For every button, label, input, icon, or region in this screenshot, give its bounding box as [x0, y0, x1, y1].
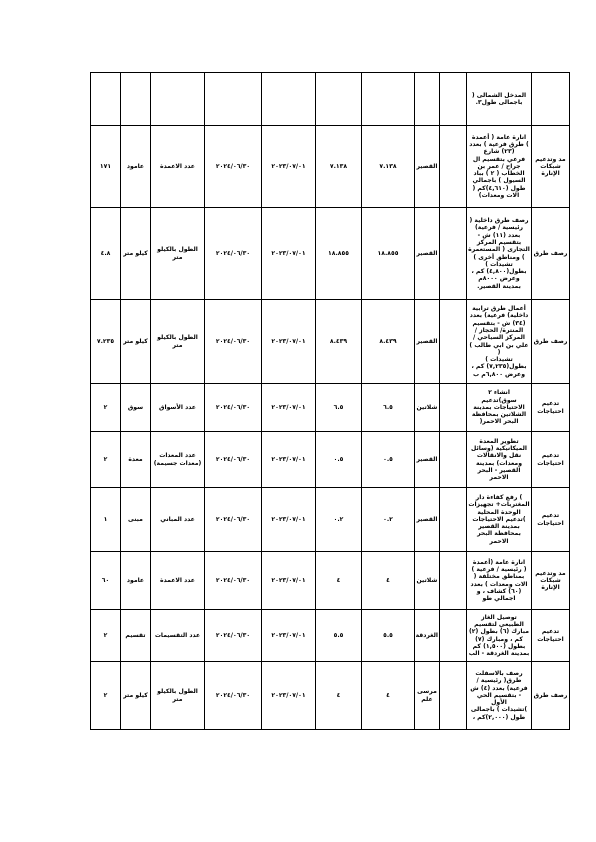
quantity-cell: ٢	[91, 662, 121, 730]
description-line: طول (٤,٦١٠)كم (	[472, 184, 526, 192]
end-date-cell: ٢٠٢٤/٠٦/٣٠	[205, 384, 262, 432]
indicator-cell: عدد الأسواق	[151, 384, 205, 432]
description-line: بطول(٤,٨٠٠) كم ،	[471, 268, 527, 276]
city-cell: القصير	[415, 126, 440, 208]
description-line: المغتربات+ تجهيزات	[468, 501, 530, 509]
annual-cost-cell: ٧.١٣٨	[316, 126, 362, 208]
description-line: رصف طرق داخلية (	[469, 217, 529, 225]
end-date-cell: ٢٠٢٤/٠٦/٣٠	[205, 126, 262, 208]
table-row	[91, 300, 570, 384]
description-line: تطوير المعدة	[479, 437, 519, 445]
city-cell: مرسى علم	[415, 662, 440, 730]
description-line: السيول ) باجمالي	[472, 177, 526, 185]
annual-cost-cell: ٠.٢	[316, 488, 362, 552]
indicator-cell: الطول بالكيلو متر	[151, 208, 205, 300]
start-date-cell: ٢٠٢٣/٠٧/٠١	[262, 488, 316, 552]
category-cell: مد وتدعيم شبكات الإنارة	[532, 126, 570, 208]
unit-cell	[121, 73, 151, 126]
project-description-cell	[467, 552, 532, 610]
end-date-cell	[205, 73, 262, 126]
empty-cell	[440, 662, 467, 730]
start-date-cell: ٢٠٢٣/٠٧/٠١	[262, 384, 316, 432]
description-line: التجارى ( المستعمرة	[468, 246, 530, 254]
table-row	[91, 384, 570, 432]
city-cell: الغردقة	[415, 610, 440, 662]
description-line: بطول (١,٥٠٠) كم	[472, 642, 526, 650]
description-line: ) ومناطق أخرى )	[473, 253, 525, 261]
project-description-cell	[467, 432, 532, 488]
end-date-cell: ٢٠٢٤/٠٦/٣٠	[205, 208, 262, 300]
total-cost-cell: ٤	[362, 552, 415, 610]
start-date-cell: ٢٠٢٣/٠٧/٠١	[262, 208, 316, 300]
description-line: توصيل الغاز	[481, 613, 517, 621]
description-line: بمدينة الغردقة - الب	[468, 650, 530, 658]
description-line: رصف بالاسفلت	[475, 669, 523, 677]
annual-cost-cell: ٦.٥	[316, 384, 362, 432]
total-cost-cell	[362, 73, 415, 126]
project-description-cell	[467, 384, 532, 432]
description-line: أعمال طرق ترابية	[472, 305, 526, 313]
quantity-cell: ١	[91, 488, 121, 552]
description-line: داخلية) فرعية) بعدد	[469, 312, 529, 320]
description-line: الميكانيكية (وسائل	[471, 444, 527, 452]
table-row	[91, 432, 570, 488]
description-line: ( رئيسية / فرعية )	[471, 565, 527, 573]
description-line: كم ، ومبارك (٧)	[475, 635, 523, 643]
project-description-cell	[467, 488, 532, 552]
description-line: بعدد (١١) ش -	[477, 231, 521, 239]
table-row	[91, 488, 570, 552]
description-line: بمحافظة البحر	[477, 530, 521, 538]
quantity-cell: ٢	[91, 384, 121, 432]
empty-cell	[440, 384, 467, 432]
empty-cell	[440, 300, 467, 384]
annual-cost-cell: ٥.٥	[316, 610, 362, 662]
unit-cell: عامود	[121, 126, 151, 208]
description-line: طول (٢,٠٠٠)كم ،	[472, 713, 526, 721]
end-date-cell: ٢٠٢٤/٠٦/٣٠	[205, 610, 262, 662]
description-line: اجمالي طو	[482, 595, 516, 603]
category-cell: رصف طرق	[532, 208, 570, 300]
description-line: الخطاب ( ٢ ) بباد	[473, 170, 525, 178]
indicator-cell: عدد المعدات (معدات جسيمة)	[151, 432, 205, 488]
description-line: الطبيعي لتقسيم	[474, 620, 524, 628]
description-line: (٣٤) ش - بتقسيم	[472, 319, 526, 327]
city-cell: القصير	[415, 300, 440, 384]
description-line: الاحتياجات بمدينة	[473, 403, 525, 411]
empty-cell	[440, 126, 467, 208]
description-line: انشاء ٢	[488, 389, 510, 397]
quantity-cell: ٢	[91, 610, 121, 662]
description-line: انارة عامة (أعمدة	[472, 558, 526, 566]
empty-cell	[440, 610, 467, 662]
description-line: ) طرق فرعية ) بعدد	[469, 140, 529, 148]
description-line: الات ومعدات ) بعدد	[470, 580, 528, 588]
category-cell: رصف طرق	[532, 300, 570, 384]
description-line: ) رفع كفاءة دار	[475, 493, 523, 501]
description-line: الاحمر	[489, 537, 509, 545]
project-description-cell	[467, 73, 532, 126]
total-cost-cell: ٠.٥	[362, 432, 415, 488]
end-date-cell: ٢٠٢٤/٠٦/٣٠	[205, 488, 262, 552]
annual-cost-cell: ٨.٤٣٩	[316, 300, 362, 384]
unit-cell: كيلو متر	[121, 300, 151, 384]
start-date-cell: ٢٠٢٣/٠٧/٠١	[262, 662, 316, 730]
description-line: (٦٠) كشاف ، و	[476, 587, 522, 595]
description-line: بمناطق مختلفة (	[473, 573, 525, 581]
indicator-cell: عدد الاعمدة	[151, 126, 205, 208]
indicator-cell: عدد التقسيمات	[151, 610, 205, 662]
description-line: مبارك (٦) بطول (٢)	[469, 628, 529, 636]
start-date-cell: ٢٠٢٣/٠٧/٠١	[262, 552, 316, 610]
description-line: البحر الاحمر(	[479, 418, 519, 426]
total-cost-cell: ٠.٢	[362, 488, 415, 552]
description-line: )تدعيم الاحتياجات	[472, 515, 526, 523]
project-description-cell	[467, 208, 532, 300]
annual-cost-cell: ١٨.٨٥٥	[316, 208, 362, 300]
table-row	[91, 552, 570, 610]
unit-cell: عامود	[121, 552, 151, 610]
category-cell: تدعيم احتياجات	[532, 432, 570, 488]
category-cell: تدعيم احتياجات	[532, 488, 570, 552]
quantity-cell: ٦٠	[91, 552, 121, 610]
description-line: الاحمر	[489, 474, 509, 482]
description-line: باجمالى طول٣.	[475, 99, 523, 106]
projects-table	[90, 72, 570, 730]
empty-cell	[440, 73, 467, 126]
total-cost-cell: ٨.٤٣٩	[362, 300, 415, 384]
description-line: الوحدة المحلية	[477, 508, 521, 516]
total-cost-cell: ٥.٥	[362, 610, 415, 662]
description-line: )تشيدات ) باجمالى	[470, 706, 528, 714]
project-description-cell	[467, 662, 532, 730]
end-date-cell: ٢٠٢٤/٠٦/٣٠	[205, 552, 262, 610]
quantity-cell: ١٧١	[91, 126, 121, 208]
quantity-cell	[91, 73, 121, 126]
description-line: وعرض ٨٠٠٠م	[478, 275, 520, 283]
city-cell	[415, 73, 440, 126]
description-line: المدخل الشمالى (	[471, 91, 527, 99]
start-date-cell: ٢٠٢٣/٠٧/٠١	[262, 300, 316, 384]
city-cell: شلاتين	[415, 384, 440, 432]
description-line: - بتقسيم الحي الأول	[476, 691, 522, 707]
city-cell: القصير	[415, 208, 440, 300]
category-cell: رصف طرق	[532, 662, 570, 730]
unit-cell: كيلو متر	[121, 208, 151, 300]
table-row	[91, 208, 570, 300]
description-line: الشلاتين بمحافظة	[471, 411, 527, 419]
annual-cost-cell: ٠.٥	[316, 432, 362, 488]
description-line: سوق)تدعيم	[481, 396, 517, 404]
unit-cell: مبنى	[121, 488, 151, 552]
description-line: الات ومعدات)	[478, 192, 520, 200]
total-cost-cell: ١٨.٨٥٥	[362, 208, 415, 300]
description-line: جراح / عمر بن	[477, 162, 521, 170]
category-cell: تدعيم احتياجات	[532, 610, 570, 662]
start-date-cell	[262, 73, 316, 126]
table-row	[91, 662, 570, 730]
start-date-cell: ٢٠٢٣/٠٧/٠١	[262, 432, 316, 488]
city-cell: شلاتين	[415, 552, 440, 610]
description-line: تشيدات )	[485, 356, 513, 364]
empty-cell	[440, 432, 467, 488]
annual-cost-cell: ٤	[316, 552, 362, 610]
description-line: المركز السياحي /	[473, 334, 525, 342]
category-cell: مد وتدعيم شبكات الإنارة	[532, 552, 570, 610]
indicator-cell: الطول بالكيلو متر	[151, 300, 205, 384]
empty-cell	[440, 552, 467, 610]
empty-cell	[440, 208, 467, 300]
table-row	[91, 73, 570, 126]
unit-cell: معدة	[121, 432, 151, 488]
project-description-cell	[467, 300, 532, 384]
indicator-cell: عدد المباني	[151, 488, 205, 552]
end-date-cell: ٢٠٢٤/٠٦/٣٠	[205, 300, 262, 384]
description-line: بتقسيم المركز	[476, 238, 522, 246]
annual-cost-cell	[316, 73, 362, 126]
quantity-cell: ٢	[91, 432, 121, 488]
unit-cell: تقسيم	[121, 610, 151, 662]
quantity-cell: ٧.٢٣٥	[91, 300, 121, 384]
description-line: المنترة/ الحجاز /	[474, 326, 524, 334]
project-description-cell	[467, 610, 532, 662]
description-line: بطول(٧,٢٣٥) كم ،	[471, 363, 527, 371]
description-line: فرعية) بعدد (٤) ش	[470, 684, 528, 692]
indicator-cell: عدد الاعمدة	[151, 552, 205, 610]
description-line: علي بن ابي طالب ) (	[469, 341, 529, 356]
indicator-cell	[151, 73, 205, 126]
annual-cost-cell: ٤	[316, 662, 362, 730]
description-line: ومعدات) بمدينة	[475, 459, 522, 467]
category-cell: تدعيم احتياجات	[532, 384, 570, 432]
table-row	[91, 610, 570, 662]
quantity-cell: ٤.٨	[91, 208, 121, 300]
category-cell	[532, 73, 570, 126]
end-date-cell: ٢٠٢٤/٠٦/٣٠	[205, 662, 262, 730]
table-row	[91, 126, 570, 208]
unit-cell: كيلو متر	[121, 662, 151, 730]
description-line: فرعي بتقسيم ال	[472, 155, 526, 163]
city-cell: القصير	[415, 432, 440, 488]
total-cost-cell: ٧.١٣٨	[362, 126, 415, 208]
empty-cell	[440, 488, 467, 552]
description-line: (٢٣) شارع	[483, 148, 515, 156]
description-line: رئيسية / فرعية)	[474, 224, 524, 232]
city-cell: القصير	[415, 488, 440, 552]
project-description-cell	[467, 126, 532, 208]
start-date-cell: ٢٠٢٣/٠٧/٠١	[262, 610, 316, 662]
end-date-cell: ٢٠٢٤/٠٦/٣٠	[205, 432, 262, 488]
description-line: انارة عامة ( أعمدة	[471, 133, 527, 141]
description-line: نقل والانقالات	[476, 452, 522, 460]
description-line: بمدينة القصير.	[477, 282, 521, 290]
description-line: وعرض ٦,٨٠٠م ب	[473, 370, 525, 378]
start-date-cell: ٢٠٢٣/٠٧/٠١	[262, 126, 316, 208]
description-line: طرق( رئيسية /	[476, 677, 522, 685]
description-line: بمدينة القصير	[478, 523, 520, 531]
description-line: تشيدات )	[485, 260, 513, 268]
indicator-cell: الطول بالكيلو متر	[151, 662, 205, 730]
total-cost-cell: ٦.٥	[362, 384, 415, 432]
total-cost-cell: ٤	[362, 662, 415, 730]
unit-cell: سوق	[121, 384, 151, 432]
description-line: القصير - البحر	[477, 466, 521, 474]
